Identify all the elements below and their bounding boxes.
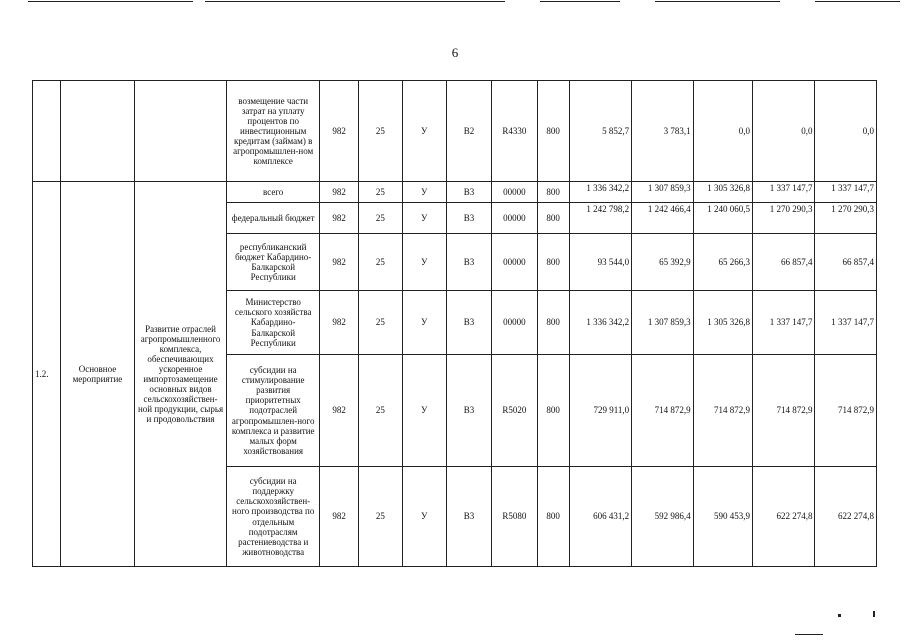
value-cell: 1 336 342,2 <box>569 291 631 355</box>
grbs-code: 982 <box>320 182 359 203</box>
budget-table <box>32 80 877 567</box>
expense-type-code: 800 <box>537 467 569 567</box>
expense-type-code: 800 <box>537 81 569 182</box>
measure-name: Развитие отраслей агропромышленного комплекса, обеспечивающих ускоренное импортозамещение основных видов сельскохозяйствен-ной продукции, сырья и продовольствия <box>134 182 227 567</box>
value-cell: 1 305 326,8 <box>693 182 752 203</box>
scan-mark <box>795 634 823 635</box>
grbs-code: 982 <box>320 234 359 291</box>
category-code: В3 <box>446 291 491 355</box>
funding-source: федеральный бюджет <box>227 203 320 234</box>
value-cell: 5 852,7 <box>569 81 631 182</box>
measure-name <box>134 81 227 182</box>
value-cell: 65 392,9 <box>632 234 693 291</box>
value-cell: 590 453,9 <box>693 467 752 567</box>
value-cell: 622 274,8 <box>815 467 877 567</box>
value-cell: 1 240 060,5 <box>693 203 752 234</box>
subsection-code: У <box>402 81 446 182</box>
value-cell: 1 305 326,8 <box>693 291 752 355</box>
measure-type: Основное мероприятие <box>61 182 135 567</box>
grbs-code: 982 <box>320 203 359 234</box>
page-number: 6 <box>451 45 459 60</box>
section-code: 25 <box>359 81 402 182</box>
value-cell: 1 337 147,7 <box>815 291 877 355</box>
target-code: 00000 <box>492 234 537 291</box>
value-cell: 0,0 <box>753 81 815 182</box>
value-cell: 1 337 147,7 <box>753 291 815 355</box>
funding-source: республиканский бюджет Кабардино-Балкарской Республики <box>227 234 320 291</box>
target-code: R5020 <box>492 355 537 467</box>
expense-type-code: 800 <box>537 182 569 203</box>
value-cell: 3 783,1 <box>632 81 693 182</box>
section-code: 25 <box>359 182 402 203</box>
value-cell: 1 270 290,3 <box>815 203 877 234</box>
subsection-code: У <box>402 182 446 203</box>
value-cell: 0,0 <box>693 81 752 182</box>
grbs-code: 982 <box>320 291 359 355</box>
grbs-code: 982 <box>320 355 359 467</box>
value-cell: 1 337 147,7 <box>815 182 877 203</box>
value-cell: 1 307 859,3 <box>632 182 693 203</box>
value-cell: 1 336 342,2 <box>569 182 631 203</box>
target-code: R4330 <box>492 81 537 182</box>
grbs-code: 982 <box>320 81 359 182</box>
expense-type-code: 800 <box>537 203 569 234</box>
value-cell: 1 242 466,4 <box>632 203 693 234</box>
subsection-code: У <box>402 234 446 291</box>
row-number <box>33 81 61 182</box>
value-cell: 714 872,9 <box>753 355 815 467</box>
section-code: 25 <box>359 291 402 355</box>
funding-source: субсидии на поддержку сельскохозяйствен-ного производства по отдельным подотраслям растениеводства и животноводства <box>227 467 320 567</box>
category-code: В3 <box>446 355 491 467</box>
scan-line <box>815 1 900 2</box>
value-cell: 66 857,4 <box>815 234 877 291</box>
section-code: 25 <box>359 203 402 234</box>
value-cell: 622 274,8 <box>753 467 815 567</box>
expense-type-code: 800 <box>537 234 569 291</box>
target-code: R5080 <box>492 467 537 567</box>
section-code: 25 <box>359 355 402 467</box>
value-cell: 714 872,9 <box>815 355 877 467</box>
value-cell: 65 266,3 <box>693 234 752 291</box>
expense-type-code: 800 <box>537 355 569 467</box>
value-cell: 714 872,9 <box>632 355 693 467</box>
scan-mark <box>838 614 841 617</box>
funding-source: Министерство сельского хозяйства Кабардино-Балкарской Республики <box>227 291 320 355</box>
subsection-code: У <box>402 291 446 355</box>
grbs-code: 982 <box>320 467 359 567</box>
table-row <box>33 81 877 182</box>
subsection-code: У <box>402 355 446 467</box>
subsection-code: У <box>402 203 446 234</box>
target-code: 00000 <box>492 182 537 203</box>
category-code: В2 <box>446 81 491 182</box>
value-cell: 592 986,4 <box>632 467 693 567</box>
scan-line <box>540 1 620 2</box>
scan-line <box>205 1 505 2</box>
value-cell: 606 431,2 <box>569 467 631 567</box>
scan-line <box>28 1 193 2</box>
value-cell: 1 242 798,2 <box>569 203 631 234</box>
scan-line <box>655 1 780 2</box>
value-cell: 66 857,4 <box>753 234 815 291</box>
funding-source: всего <box>227 182 320 203</box>
category-code: В3 <box>446 182 491 203</box>
category-code: В3 <box>446 467 491 567</box>
value-cell: 0,0 <box>815 81 877 182</box>
category-code: В3 <box>446 203 491 234</box>
funding-source: субсидии на стимулирование развития приоритетных подотраслей агропромышлен-ного комплекса и развитие малых форм хозяйствования <box>227 355 320 467</box>
value-cell: 714 872,9 <box>693 355 752 467</box>
funding-source: возмещение части затрат на уплату процентов по инвестиционным кредитам (займам) в агропромышлен-ном комплексе <box>227 81 320 182</box>
category-code: В3 <box>446 234 491 291</box>
section-code: 25 <box>359 234 402 291</box>
scan-mark <box>873 611 875 617</box>
row-number: 1.2. <box>33 182 61 567</box>
value-cell: 729 911,0 <box>569 355 631 467</box>
expense-type-code: 800 <box>537 291 569 355</box>
value-cell: 1 337 147,7 <box>753 182 815 203</box>
section-code: 25 <box>359 467 402 567</box>
target-code: 00000 <box>492 291 537 355</box>
measure-type <box>61 81 135 182</box>
table-row <box>33 182 877 203</box>
value-cell: 93 544,0 <box>569 234 631 291</box>
value-cell: 1 307 859,3 <box>632 291 693 355</box>
subsection-code: У <box>402 467 446 567</box>
value-cell: 1 270 290,3 <box>753 203 815 234</box>
target-code: 00000 <box>492 203 537 234</box>
